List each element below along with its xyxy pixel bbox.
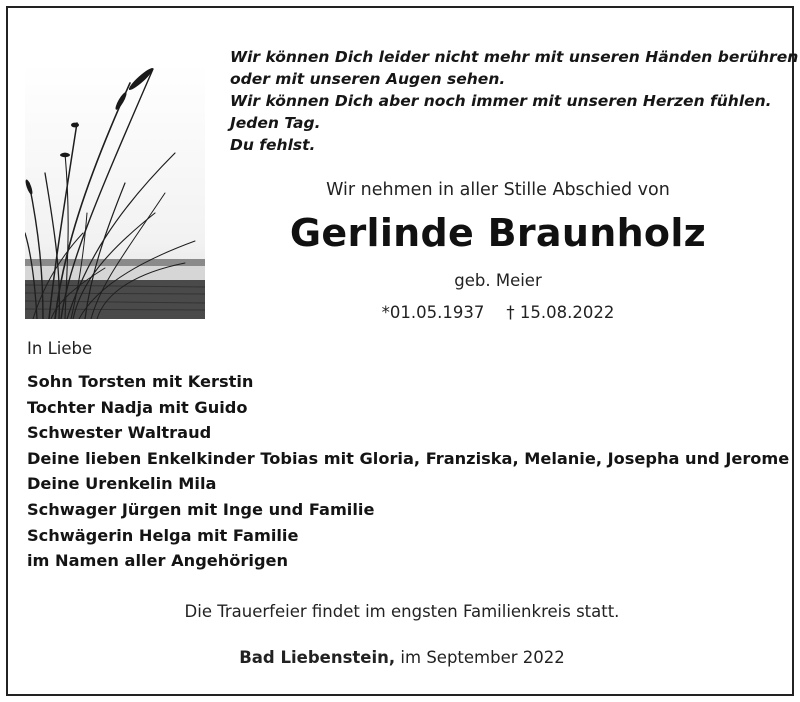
mourner-line: Schwägerin Helga mit Familie [27,525,299,545]
quote-line: Wir können Dich aber noch immer mit unseren Herzen fühlen. [230,92,772,110]
birth-date: *01.05.1937 [381,303,485,322]
funeral-note: Die Trauerfeier findet im engsten Familienkreis statt. [184,602,620,621]
life-dates [208,303,788,322]
mourner-line: Schwager Jürgen mit Inge und Familie [27,499,375,519]
mourner-line: Tochter Nadja mit Guido [27,397,248,417]
mourner-line: im Namen aller Angehörigen [27,551,289,571]
mourner-line: Deine lieben Enkelkinder Tobias mit Gloria, Franziska, Melanie, Josepha und Jerome [27,448,790,468]
mourner-line: Schwester Waltraud [27,423,212,443]
maiden-name: geb. Meier [454,271,542,290]
place-name: Bad Liebenstein, [239,648,396,667]
mourner-line: Sohn Torsten mit Kerstin [27,372,254,391]
obituary-notice [6,6,799,696]
deceased-name: Gerlinde Braunholz [289,211,707,255]
grass-photo [25,63,205,319]
farewell-intro: Wir nehmen in aller Stille Abschied von [326,180,670,200]
grass-silhouette-icon [25,63,205,319]
quote-line: oder mit unseren Augen sehen. [230,70,506,88]
place-and-date [8,648,796,667]
quote-line: Jeden Tag. [230,114,321,132]
notice-date: im September 2022 [400,648,565,667]
quote-line: Wir können Dich leider nicht mehr mit unseren Händen berühren [230,48,799,66]
memorial-quote [230,46,799,156]
mourner-line: Deine Urenkelin Mila [27,474,217,494]
in-love-label: In Liebe [27,339,93,358]
mourners-list [27,369,790,574]
quote-line: Du fehlst. [230,136,316,154]
death-date: † 15.08.2022 [506,303,615,322]
